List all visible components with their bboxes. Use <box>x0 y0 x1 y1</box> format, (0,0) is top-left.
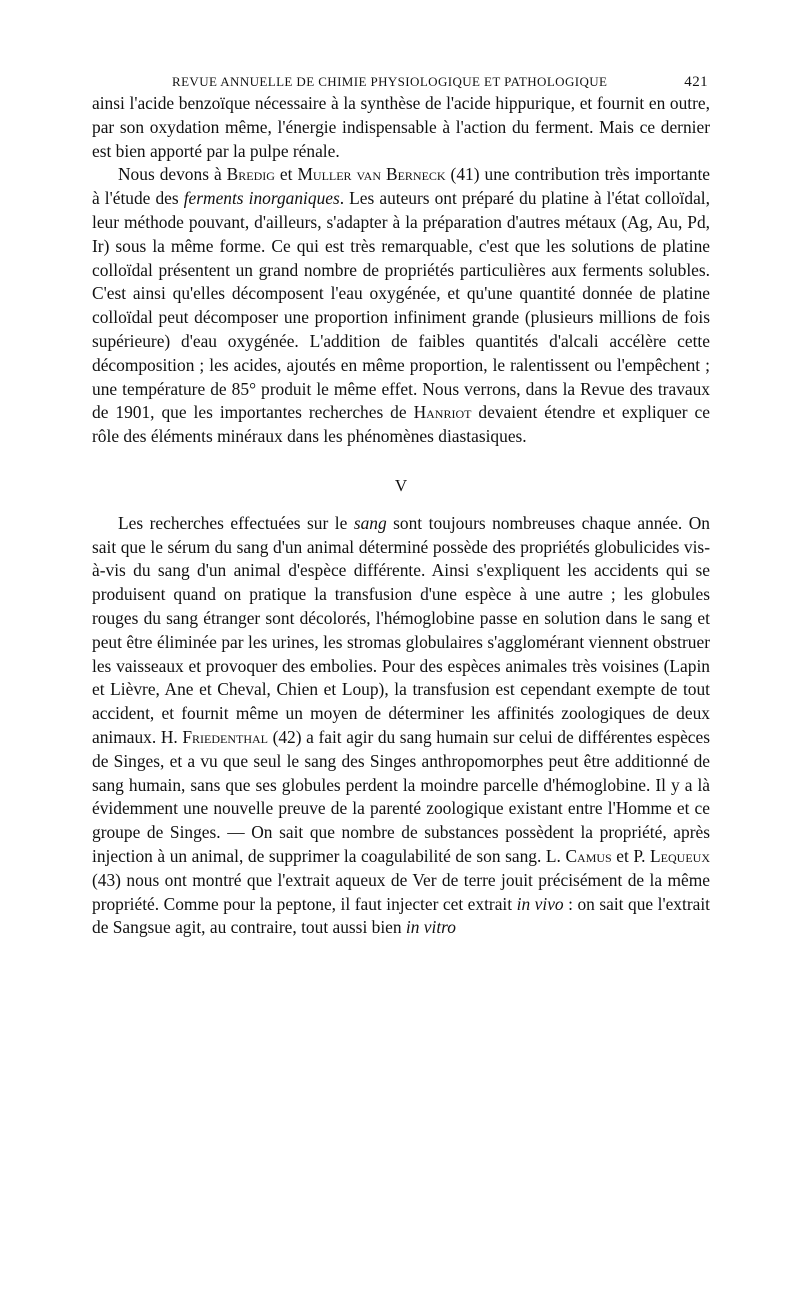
paragraph-hippuric-acid <box>92 92 710 163</box>
text-run: et P. <box>611 845 651 866</box>
text-run: Nous devons à <box>118 164 227 185</box>
paragraph-text: ainsi l'acide benzoïque nécessaire à la synthèse de l'acide hippurique, et fournit en outre, par son oxydation même, l'énergie indispensable à l'action du ferment. Mais ce dernier est bien apporté par la pulpe rénale. <box>92 93 710 161</box>
page-number: 421 <box>684 74 708 90</box>
running-title: REVUE ANNUELLE DE CHIMIE PHYSIOLOGIQUE ET PATHOLOGIQUE <box>172 74 608 89</box>
text-run: (41) une contribution très importante à l'étude des <box>92 164 711 209</box>
running-header <box>92 62 710 92</box>
text-run: : on sait que l'extrait de Sangsue agit, au contraire, tout aussi bien <box>92 893 711 938</box>
italic-term: sang <box>353 512 387 533</box>
text-run: sont toujours nombreuses chaque année. On sait que le sérum du sang d'un animal déterminé possède des propriétés globulicides vis-à-vis du sang d'un animal d'espèce différente. Ainsi s'expliquent les accidents qui se produisent quand on pratique la transfusion d'une espèce à une autre ; les globules rouges du sang étranger sont décolorés, l'hémoglobine passe en solution dans le sang et peut être éliminée par les urines, les stromas globulaires s'agglomérant viennent obstruer les vaisseaux et provoquer des embolies. Pour des espèces animales très voisines (Lapin et Lièvre, Ane et Cheval, Chien et Loup), la transfusion est cependant exempte de tout accident, et fournit même un moyen de déterminer les affinités zoologiques de deux animaux. H. <box>92 512 710 747</box>
author-name: Friedenthal <box>182 726 268 747</box>
text-run: (42) a fait agir du sang humain sur celui de différentes espèces de Singes, et a vu que seul le sang des Singes anthropomorphes peut être additionné de sang humain, sans que ses globules perdent la moindre parcelle d'hémoglobine. Il y a là évidemment une nouvelle preuve de la parenté zoologique existant entre l'Homme et ce groupe de Singes. — On sait que nombre de substances possèdent la propriété, après injection à un animal, de supprimer la coagulabilité de son sang. L. <box>92 726 710 866</box>
author-name: Bredig <box>226 164 275 185</box>
text-run: Les recherches effectuées sur le <box>118 512 354 533</box>
author-name: Hanriot <box>413 402 472 423</box>
text-run: (43) nous ont montré que l'extrait aqueux de Ver de terre jouit précisément de la même propriété. Comme pour la peptone, il faut injecter cet extrait <box>92 869 710 914</box>
italic-term: ferments inorganiques <box>183 188 340 209</box>
text-run: et <box>274 164 298 185</box>
text-run: . Les auteurs ont préparé du platine à l'état colloïdal, leur méthode pouvant, d'ailleurs, s'adapter à la préparation d'autres métaux (Ag, Au, Pd, Ir) sous la même forme. Ce qui est très remarquable, c'est que les solutions de platine colloïdal présentent un grand nombre de propriétés particulières aux ferments solubles. C'est ainsi qu'elles décomposent l'eau oxygénée, et qu'une quantité donnée de platine colloïdal peut décomposer une proportion infiniment grande (plusieurs millions de fois supérieure) d'eau oxygénée. L'addition de faibles quantités d'alcali accélère cette décomposition ; les acides, ajoutés en même proportion, le ralentissent ou l'empêchent ; une température de 85° produit le même effet. Nous verrons, dans la Revue des travaux de 1901, que les importantes recherches de <box>92 188 710 423</box>
author-name: Camus <box>565 845 612 866</box>
body-text <box>92 92 710 940</box>
paragraph-blood <box>92 512 710 940</box>
document-page <box>92 62 710 940</box>
section-heading: V <box>394 475 408 495</box>
author-name: Muller van Berneck <box>297 164 446 185</box>
italic-term: in vitro <box>405 917 456 938</box>
paragraph-inorganic-ferments <box>92 163 710 449</box>
author-name: Lequeux <box>650 845 710 866</box>
text-run: devaient étendre et expliquer ce rôle des éléments minéraux dans les phénomènes diastasiques. <box>92 402 710 447</box>
italic-term: in vivo <box>516 893 564 914</box>
